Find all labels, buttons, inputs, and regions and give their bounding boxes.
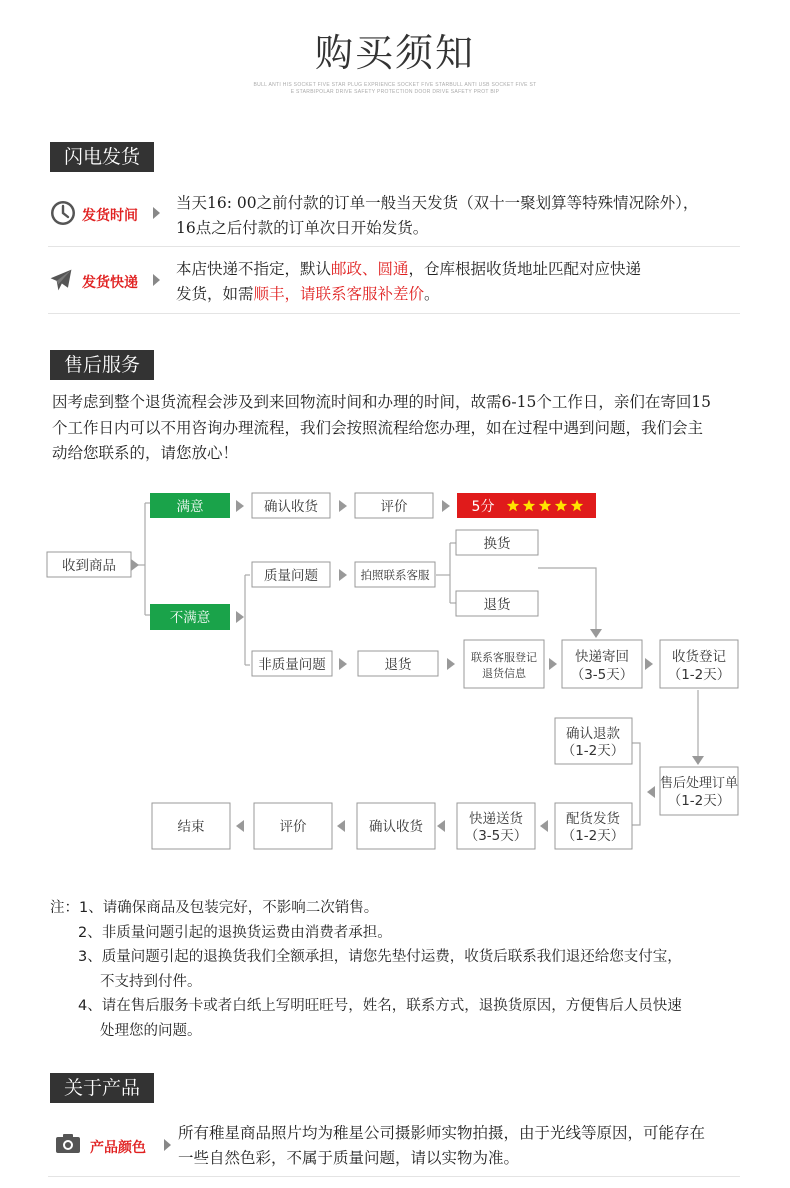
label-return: 退货 [483,597,511,613]
arrow-register [549,658,557,670]
courier-default-carriers: 邮政、圆通 [331,260,409,278]
shipping-courier-line-1 [176,257,746,282]
product-color-text [178,1121,748,1171]
arrow-received [131,559,139,571]
arrow-quality [339,569,347,581]
label-dispatch-2: （1-2天） [561,828,625,844]
label-dispatch-1: 配货发货 [566,811,620,827]
arrow-review2-left [236,820,244,832]
arrow-confirm2-left [337,820,345,832]
label-exchange: 换货 [483,536,511,552]
label-contact-register-2: 退货信息 [482,667,526,680]
after-sales-line-3: 动给您联系的，请您放心！ [52,444,239,462]
label-review: 评价 [380,499,408,515]
shipping-time-arrow-icon [153,207,160,219]
label-confirm-receipt: 确认收货 [264,499,318,515]
label-ship-back-1: 快递寄回 [575,649,629,665]
label-satisfied: 满意 [176,499,204,515]
shipping-courier-line-2 [176,282,746,307]
label-after-sale-order-1: 售后处理订单 [659,776,739,791]
section-heading-about: 关于产品 [50,1073,154,1103]
arrow-ship-back [645,658,653,670]
label-delivery-2: （3-5天） [464,828,528,844]
label-confirm-refund-2: （1-2天） [561,743,625,759]
arrow-after-sale-left [647,786,655,798]
product-color-line-1: 所有稚星商品照片均为稚星公司摄影师实物拍摄，由于光线等原因，可能存在 [178,1124,706,1142]
shipping-courier-arrow-icon [153,274,160,286]
label-photo-contact: 拍照联系客服 [360,568,430,582]
after-sales-line-2: 个工作日内可以不用咨询办理流程，我们会按照流程给您办理，如在过程中遇到问题，我们会主 [52,418,704,437]
label-contact-register-1: 联系客服登记 [471,651,537,664]
product-color-label: 产品颜色 [90,1140,146,1156]
arrow-satisfied [236,500,244,512]
label-ship-back-2: （3-5天） [570,667,634,683]
label-receive-register-1: 收货登记 [672,649,726,665]
shipping-courier-label: 发货快递 [82,275,138,291]
courier-sf-note: 顺丰，请联系客服补差价 [253,285,425,303]
arrow-review [442,500,450,512]
after-sales-paragraph [52,390,752,467]
arrow-exchange-down [590,629,602,638]
subtitle-line-1: BULL ANTI HIS SOCKET FIVE STAR PLUG EXPRIENCE SOCKET FIVE STARBULL ANTI USB SOCKET FIVE ST [253,82,537,88]
page-title: 购买须知 [314,31,475,75]
courier-text-a: 本店快递不指定，默认 [176,260,332,278]
note-2: 2、非质量问题引起的退换货运费由消费者承担。 [78,924,392,941]
label-review-2: 评价 [279,819,307,835]
label-quality-issue: 质量问题 [264,568,318,584]
arrow-unsatisfied [236,611,244,623]
clock-icon [50,200,76,226]
note-4b: 处理您的问题。 [100,1022,202,1039]
product-color-arrow-icon [164,1139,171,1151]
product-color-line-2: 一些自然色彩，不属于质量问题，请以实物为准。 [178,1149,520,1167]
section-heading-after-sales: 售后服务 [50,350,154,380]
shipping-time-line-1: 当天16: 00之前付款的订单一般当天发货（双十一聚划算等特殊情况除外）， [176,194,699,212]
note-3a: 3、质量问题引起的退换货我们全额承担，请您先垫付运费，收货后联系我们退还给您支付宝， [78,949,682,965]
notes-block [50,896,760,1043]
label-confirm-receipt-2: 确认收货 [369,819,423,835]
shipping-courier-text [176,257,746,307]
label-rating: 5分 [471,499,495,515]
label-unsatisfied: 不满意 [169,610,211,626]
page-subtitle [200,82,590,96]
courier-text-d: 发货，如需 [176,285,254,303]
subtitle-line-2: E STARBIPOLAR DRIVE SAFETY PROTECTION DOOR DRIVE SAFETY PROT BIP [290,89,500,95]
label-after-sale-order-2: （1-2天） [667,793,731,809]
note-1: 注：1、请确保商品及包装完好，不影响二次销售。 [50,900,379,916]
label-return-2: 退货 [384,657,412,673]
shipping-time-line-2: 16点之后付款的订单次日开始发货。 [176,219,429,237]
label-end: 结束 [177,819,205,835]
shipping-time-row [48,186,740,247]
product-color-row [48,1116,740,1177]
shipping-courier-row [48,254,740,314]
box-contact-register [464,640,544,688]
shipping-time-label: 发货时间 [82,208,138,224]
airplane-icon [48,267,74,293]
arrow-delivery-left [437,820,445,832]
shipping-time-text [176,191,746,241]
note-4a: 4、请在售后服务卡或者白纸上写明旺旺号，姓名，联系方式，退换货原因，方便售后人员快速 [78,998,682,1014]
arrow-return [447,658,455,670]
courier-text-e: 。 [424,285,440,303]
after-sales-line-1: 因考虑到整个退货流程会涉及到来回物流时间和办理的时间，故需6-15个工作日，亲们在寄回15 [52,393,712,411]
arrow-receive-down [692,756,704,765]
label-received: 收到商品 [62,558,116,574]
label-non-quality-issue: 非质量问题 [258,657,326,673]
label-confirm-refund-1: 确认退款 [566,726,620,742]
label-delivery-1: 快递送货 [469,811,523,827]
note-3b: 不支持到付件。 [100,973,202,990]
arrow-non-quality [339,658,347,670]
arrow-confirm [339,500,347,512]
label-receive-register-2: （1-2天） [667,667,731,683]
arrow-dispatch-left [540,820,548,832]
after-sales-flowchart [0,485,790,865]
camera-icon [56,1133,80,1153]
section-heading-shipping: 闪电发货 [50,142,154,172]
courier-text-c: ，仓库根据收货地址匹配对应快递 [408,260,642,278]
